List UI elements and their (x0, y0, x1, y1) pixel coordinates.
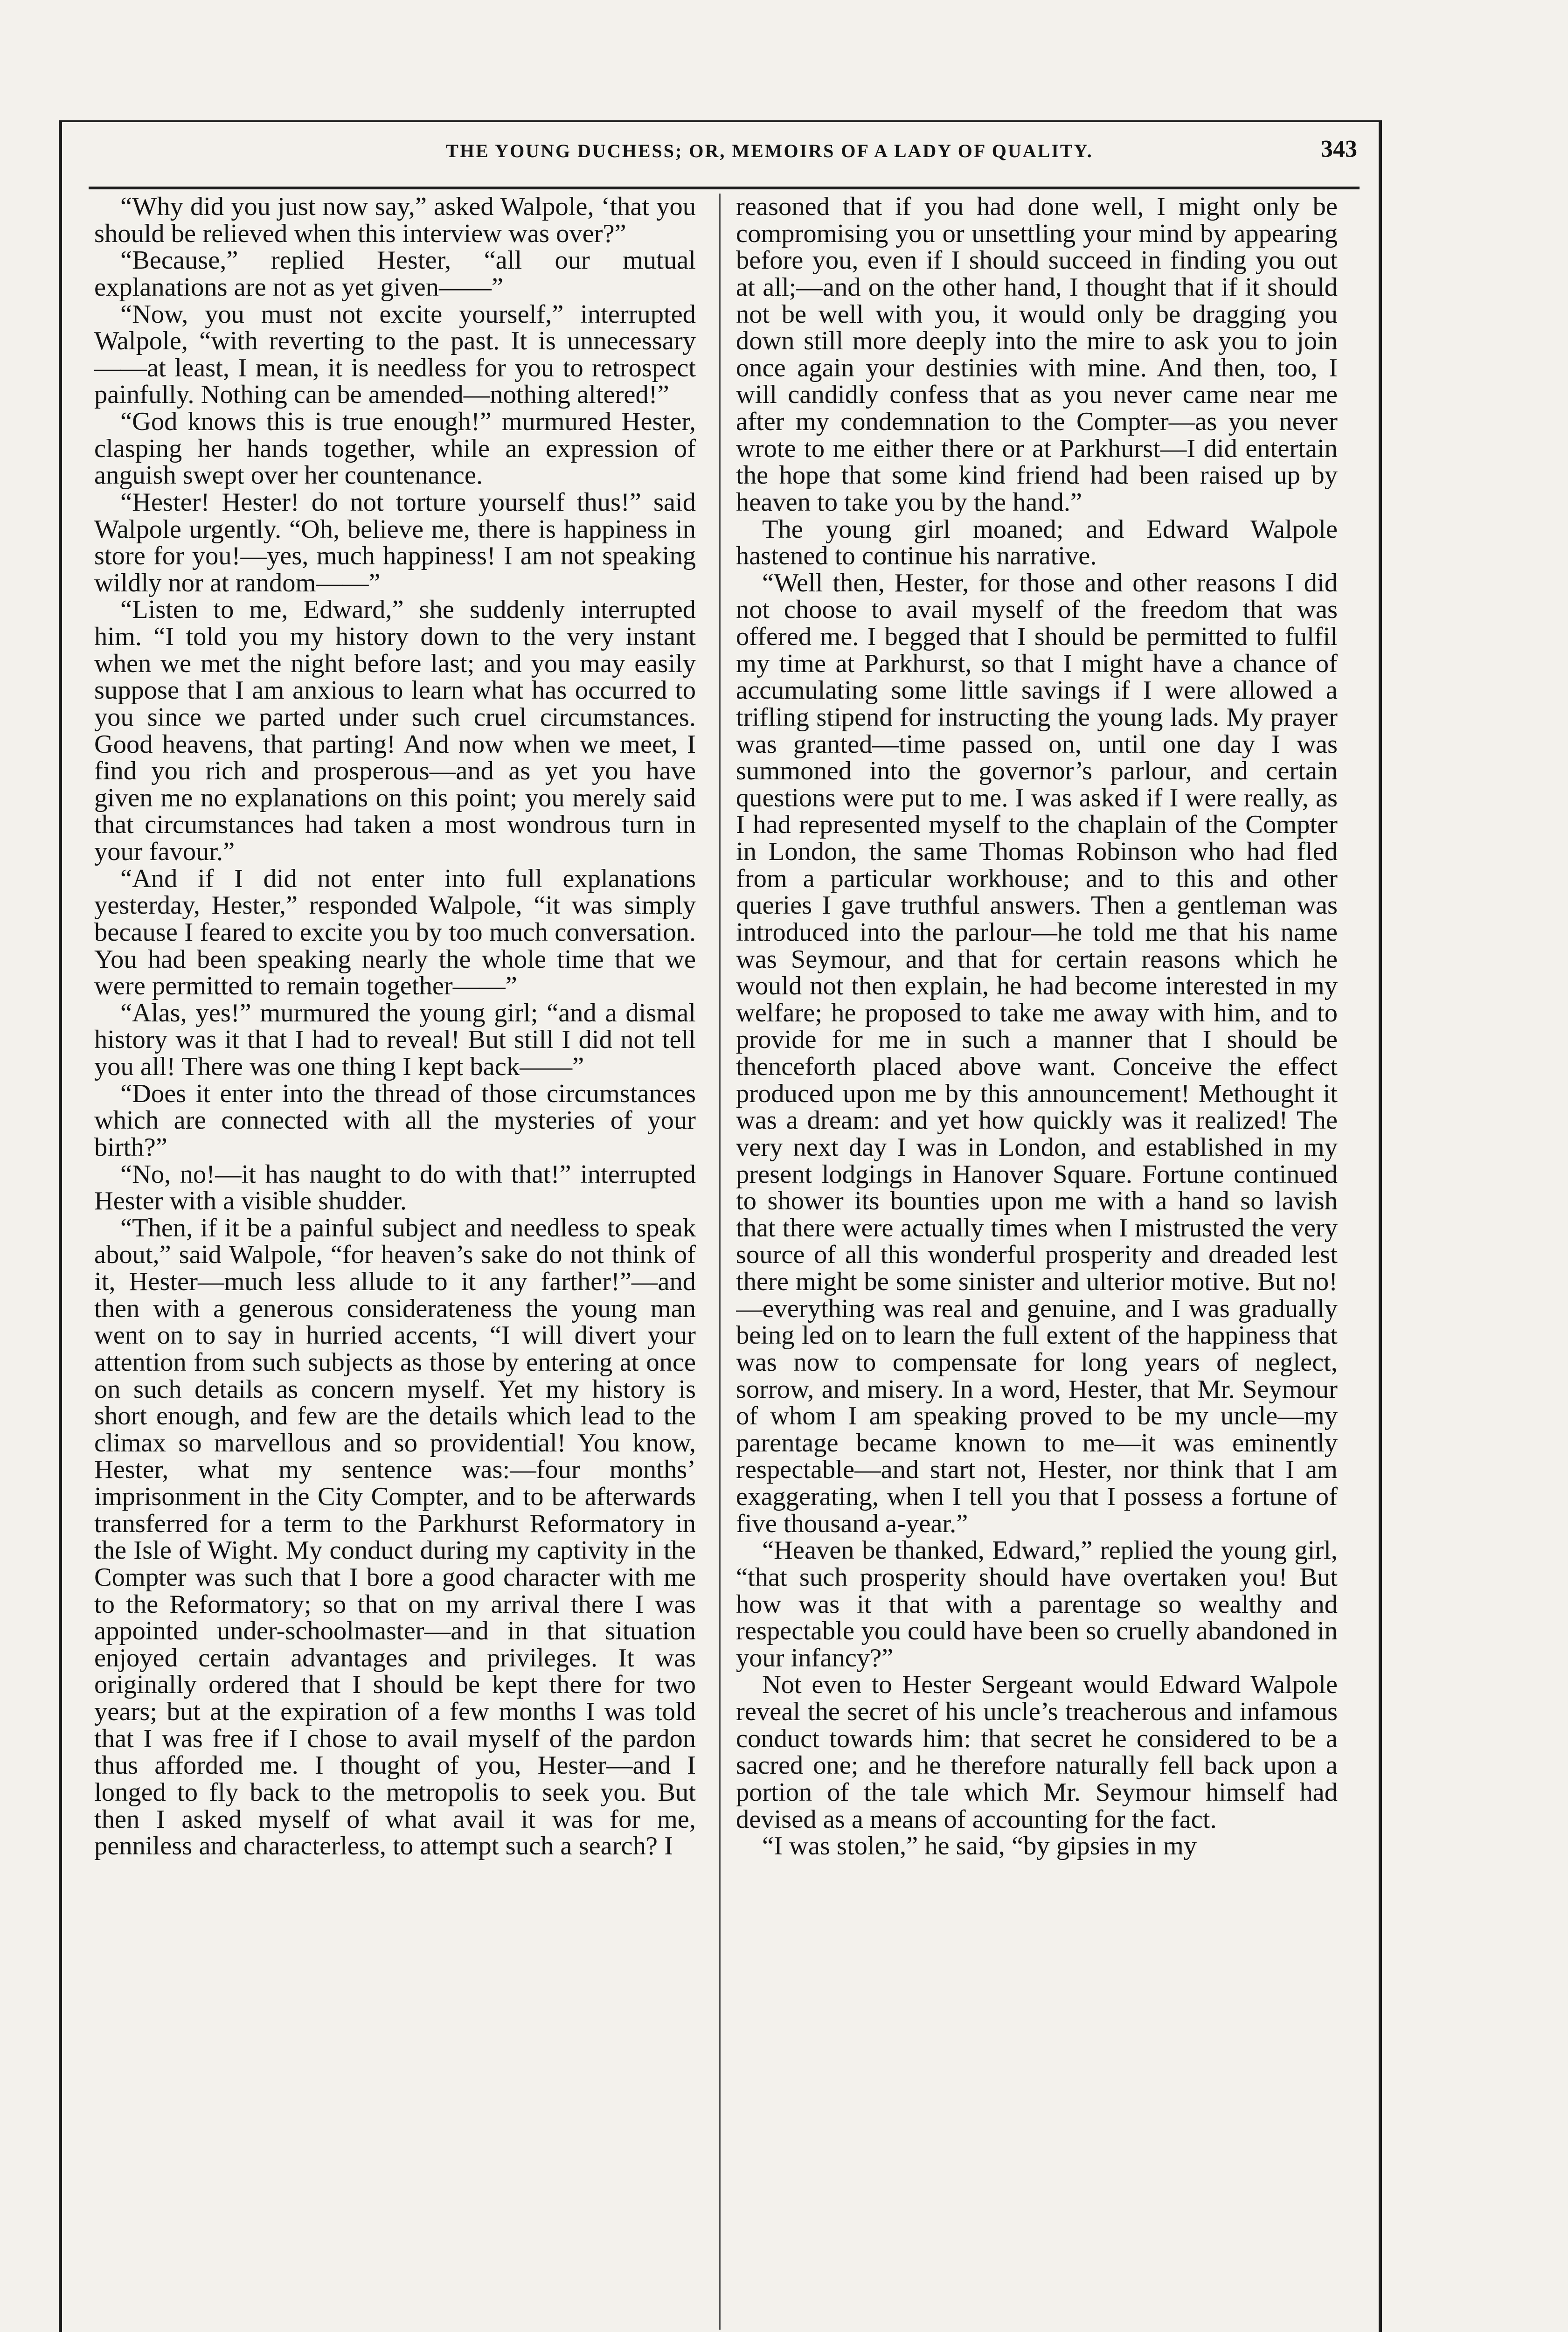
header-rule (89, 187, 1360, 189)
paragraph: “Does it enter into the thread of those circumstances which are connected with all the mysteries of your birth?” (94, 1079, 696, 1162)
paragraph: “Then, if it be a painful subject and needless to speak about,” said Walpole, “for heaven’s sake do not think of it, Hester—much less allude to it any farther!”—and then with a generous considerateness the young man went on to say in hurried accents, “I will divert your attention from such subjects as those by entering at once on such details as concern myself. Yet my history is short enough, and few are the details which lead to the climax so marvellous and so providential! You know, Hester, what my sentence was:—four months’ imprisonment in the City Compter, and to be afterwards transferred for a term to the Parkhurst Reformatory in the Isle of Wight. My conduct during my captivity in the Compter was such that I bore a good character with me to the Reformatory; so that on my arrival there I was appointed under-schoolmaster—and in that situation enjoyed certain advantages and privileges. It was originally ordered that I should be kept there for two years; but at the expiration of a few months I was told that I was free if I chose to avail myself of the pardon thus afforded me. I thought of you, Hester—and I longed to fly back to the metropolis to seek you. But then I asked myself of what avail it was for me, penniless and characterless, to attempt such a search? I (94, 1213, 696, 1861)
paragraph: “Now, you must not excite yourself,” interrupted Walpole, “with reverting to the past. It is unnecessary——at least, I mean, it is needless for you to retrospect painfully. Nothing can be amended—nothing altered!” (94, 299, 696, 409)
paragraph: “And if I did not enter into full explanations yesterday, Hester,” responded Walpole, “it was simply because I feared to excite you by too much conversation. You had been speaking nearly the whole time that we were permitted to remain together——” (94, 864, 696, 1001)
running-head: THE YOUNG DUCHESS; OR, MEMOIRS OF A LADY OF QUALITY. (446, 140, 1093, 161)
paragraph: The young girl moaned; and Edward Walpole hastened to continue his narrative. (736, 514, 1338, 571)
page-number: 343 (1321, 136, 1357, 162)
text-column-left (94, 194, 696, 2332)
paragraph-continued: reasoned that if you had done well, I might only be compromising you or unsettling your mind by appearing before you, even if I should succeed in finding you out at all;—and on the other hand, I thought that if it should not be well with you, it would only be dragging you down still more deeply into the mire to ask you to join once again your destinies with mine. And then, too, I will candidly confess that as you never came near me after my condemnation to the Compter—as you never wrote to me either there or at Parkhurst—I did entertain the hope that some kind friend had been raised up by heaven to take you by the hand.” (736, 194, 1338, 517)
paragraph: “Heaven be thanked, Edward,” replied the young girl, “that such prosperity should have overtaken you! But how was it that with a parentage so wealthy and respectable you could have been so cruelly abandoned in your infancy?” (736, 1536, 1338, 1673)
paragraph: “Why did you just now say,” asked Walpole, ‘that you should be relieved when this interview was over?” (94, 194, 696, 248)
paragraph: “Because,” replied Hester, “all our mutual explanations are not as yet given——” (94, 246, 696, 302)
paragraph: “No, no!—it has naught to do with that!” interrupted Hester with a visible shudder. (94, 1159, 696, 1216)
page-border-top (59, 120, 1382, 122)
paragraph: “God knows this is true enough!” murmured Hester, clasping her hands together, while an expression of anguish swept over her countenance. (94, 407, 696, 490)
paragraph: Not even to Hester Sergeant would Edward Walpole reveal the secret of his uncle’s treacherous and infamous conduct towards him: that secret he considered to be a sacred one; and he therefore naturally fell back upon a portion of the tale which Mr. Seymour himself had devised as a means of accounting for the fact. (736, 1670, 1338, 1834)
page-border-right (1379, 120, 1382, 2332)
paragraph: “Well then, Hester, for those and other reasons I did not choose to avail myself of the freedom that was offered me. I begged that I should be permitted to fulfil my time at Parkhurst, so that I might have a chance of accumulating some little savings if I were allowed a trifling stipend for instructing the young lads. My prayer was granted—time passed on, until one day I was summoned into the governor’s parlour, and certain questions were put to me. I was asked if I were really, as I had represented myself to the chaplain of the Compter in London, the same Thomas Robinson who had fled from a particular workhouse; and to this and other queries I gave truthful answers. Then a gentleman was introduced into the parlour—he told me that his name was Seymour, and that for certain reasons which he would not then explain, he had become interested in my welfare; he proposed to take me away with him, and to provide for me in such a manner that I should be thenceforth placed above want. Conceive the effect produced upon me by this announcement! Methought it was a dream: and yet how quickly was it realized! The very next day I was in London, and established in my present lodgings in Hanover Square. Fortune continued to shower its bounties upon me with a hand so lavish that there were actually times when I mistrusted the very source of all this wonderful prosperity and dreaded lest there might be some sinister and ulterior motive. But no!—everything was real and genuine, and I was gradually being led on to learn the full extent of the happiness that was now to compensate for long years of neglect, sorrow, and misery. In a word, Hester, that Mr. Seymour of whom I am speaking proved to be my uncle—my parentage became known to me—it was eminently respectable—and start not, Hester, nor think that I am exaggerating, when I tell you that I possess a fortune of five thousand a-year.” (736, 568, 1338, 1538)
column-divider (719, 194, 721, 2330)
page-border-left (59, 120, 62, 2332)
text-column-right (736, 194, 1338, 2332)
paragraph: “I was stolen,” he said, “by gipsies in my (762, 1832, 1197, 1861)
paragraph: “Hester! Hester! do not torture yourself thus!” said Walpole urgently. “Oh, believe me, there is happiness in store for you!—yes, much happiness! I am not speaking wildly nor at random——” (94, 487, 696, 597)
paragraph: “Alas, yes!” murmured the young girl; “and a dismal history was it that I had to reveal! But still I did not tell you all! There was one thing I kept back——” (94, 998, 696, 1081)
paragraph: “Listen to me, Edward,” she suddenly interrupted him. “I told you my history down to the very instant when we met the night before last; and you may easily suppose that I am anxious to learn what has occurred to you since we parted under such cruel circumstances. Good heavens, that parting! And now when we meet, I find you rich and prosperous—and as yet you have given me no explanations on this point; you merely said that circumstances had taken a most wondrous turn in your favour.” (94, 595, 696, 866)
